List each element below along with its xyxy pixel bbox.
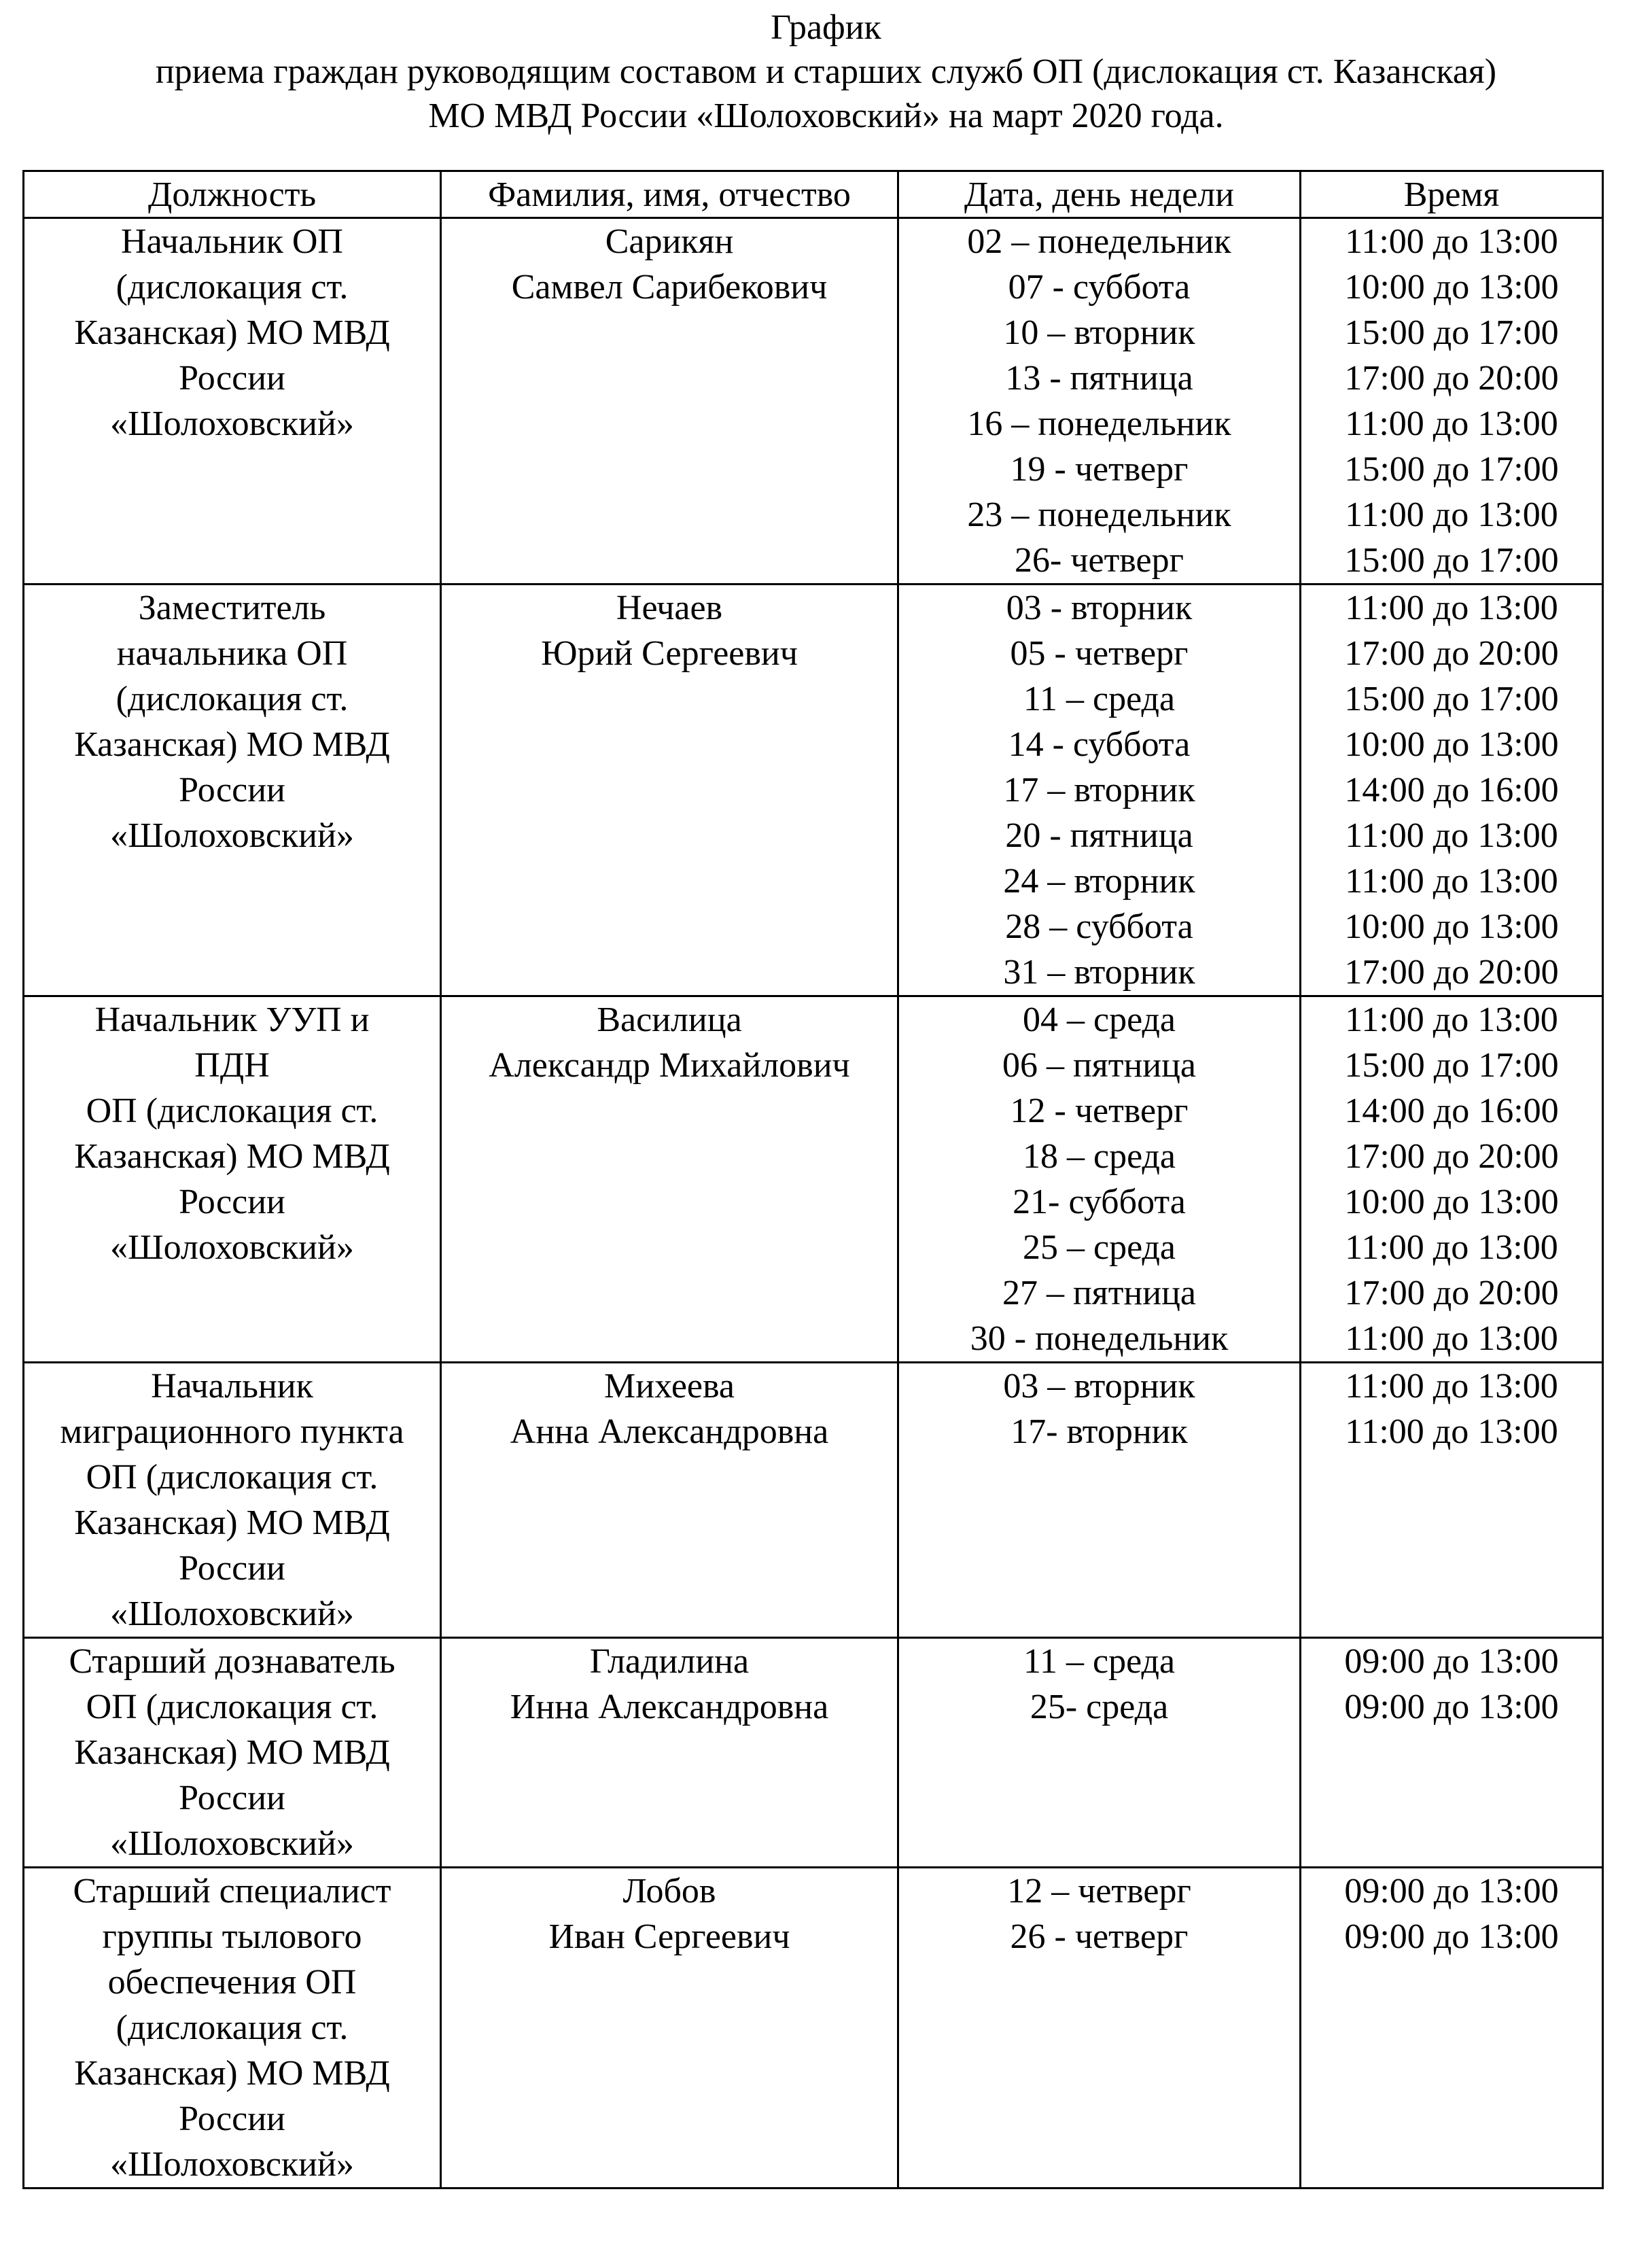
name-cell (441, 1868, 898, 2189)
date-cell (898, 1638, 1301, 1868)
position-line: Начальник ОП (121, 222, 343, 261)
position-line: (дислокация ст. (116, 2008, 349, 2047)
column-header-date: Дата, день недели (898, 171, 1301, 218)
time-line: 11:00 до 13:00 (1345, 222, 1558, 261)
date-line: 03 - вторник (1006, 589, 1193, 627)
table-row (24, 218, 1603, 585)
time-cell (1301, 1363, 1603, 1638)
name-line: Михеева (604, 1367, 735, 1406)
date-line: 17 – вторник (1003, 771, 1195, 809)
date-line: 26 - четверг (1010, 1917, 1189, 1956)
position-line: ОП (дислокация ст. (86, 1688, 379, 1726)
position-line: России (179, 771, 285, 809)
time-cell (1301, 585, 1603, 996)
date-line: 14 - суббота (1008, 725, 1191, 764)
date-cell (898, 996, 1301, 1363)
table-row (24, 585, 1603, 996)
date-line: 24 – вторник (1003, 862, 1195, 901)
date-cell (898, 1363, 1301, 1638)
position-line: Казанская) МО МВД (74, 313, 390, 352)
time-line: 17:00 до 20:00 (1344, 359, 1559, 398)
position-line: России (179, 1183, 285, 1221)
position-cell (24, 218, 441, 585)
date-cell (898, 218, 1301, 585)
name-line: Инна Александровна (510, 1688, 829, 1726)
time-cell (1301, 1638, 1603, 1868)
position-line: «Шолоховский» (110, 816, 354, 855)
date-line: 30 - понедельник (970, 1319, 1229, 1358)
table-row (24, 1868, 1603, 2189)
name-line: Нечаев (616, 589, 723, 627)
date-line: 07 - суббота (1008, 268, 1191, 307)
position-line: Начальник УУП и (94, 1000, 370, 1039)
date-line: 23 – понедельник (967, 495, 1231, 534)
time-line: 11:00 до 13:00 (1345, 1000, 1558, 1039)
document-title: График (771, 8, 881, 47)
date-line: 28 – суббота (1005, 907, 1193, 946)
date-line: 02 – понедельник (967, 222, 1231, 261)
position-line: «Шолоховский» (110, 2145, 354, 2184)
position-line: «Шолоховский» (110, 1824, 354, 1863)
position-line: Казанская) МО МВД (74, 1137, 390, 1176)
time-cell (1301, 996, 1603, 1363)
date-line: 21- суббота (1013, 1183, 1186, 1221)
position-line: «Шолоховский» (110, 1228, 354, 1267)
position-line: начальника ОП (116, 634, 348, 673)
date-cell (898, 585, 1301, 996)
time-line: 09:00 до 13:00 (1344, 1688, 1559, 1726)
position-cell (24, 1363, 441, 1638)
name-line: Самвел Сарибекович (511, 268, 828, 307)
time-line: 10:00 до 13:00 (1344, 725, 1559, 764)
position-cell (24, 996, 441, 1363)
time-line: 10:00 до 13:00 (1344, 268, 1559, 307)
time-line: 11:00 до 13:00 (1345, 1319, 1558, 1358)
position-line: миграционного пункта (60, 1412, 404, 1451)
name-line: Гладилина (589, 1642, 750, 1681)
date-line: 18 – среда (1022, 1137, 1176, 1176)
name-line: Сарикян (605, 222, 734, 261)
position-line: Начальник (151, 1367, 313, 1406)
date-line: 26- четверг (1015, 541, 1184, 580)
time-line: 17:00 до 20:00 (1344, 634, 1559, 673)
name-cell (441, 585, 898, 996)
position-line: России (179, 2099, 285, 2138)
date-line: 25- среда (1030, 1688, 1169, 1726)
name-cell (441, 218, 898, 585)
date-line: 27 – пятница (1002, 1274, 1197, 1312)
position-line: Старший дознаватель (69, 1642, 396, 1681)
position-line: России (179, 1779, 285, 1817)
time-line: 11:00 до 13:00 (1345, 404, 1558, 443)
name-line: Иван Сергеевич (548, 1917, 790, 1956)
name-cell (441, 996, 898, 1363)
position-line: (дислокация ст. (116, 268, 349, 307)
time-line: 09:00 до 13:00 (1344, 1917, 1559, 1956)
position-cell (24, 1638, 441, 1868)
time-line: 11:00 до 13:00 (1345, 862, 1558, 901)
date-line: 17- вторник (1010, 1412, 1188, 1451)
time-line: 14:00 до 16:00 (1344, 1092, 1559, 1130)
name-line: Анна Александровна (510, 1412, 829, 1451)
time-line: 09:00 до 13:00 (1344, 1872, 1559, 1911)
position-line: «Шолоховский» (110, 404, 354, 443)
date-cell (898, 1868, 1301, 2189)
date-line: 13 - пятница (1005, 359, 1193, 398)
time-cell (1301, 1868, 1603, 2189)
table-body (24, 218, 1603, 2189)
column-header-time: Время (1301, 171, 1603, 218)
name-line: Александр Михайлович (489, 1046, 850, 1085)
time-line: 14:00 до 16:00 (1344, 771, 1559, 809)
document-subtitle-line-1: приема граждан руководящим составом и старших служб ОП (дислокация ст. Казанская) (155, 52, 1497, 91)
date-line: 12 - четверг (1010, 1092, 1189, 1130)
position-line: «Шолоховский» (110, 1594, 354, 1633)
time-line: 11:00 до 13:00 (1345, 495, 1558, 534)
date-line: 31 – вторник (1003, 953, 1195, 992)
date-line: 12 – четверг (1007, 1872, 1191, 1911)
date-line: 11 – среда (1023, 680, 1176, 718)
column-header-position: Должность (24, 171, 441, 218)
position-line: Казанская) МО МВД (74, 1733, 390, 1772)
position-cell (24, 1868, 441, 2189)
name-line: Лобов (622, 1872, 716, 1911)
position-line: обеспечения ОП (107, 1963, 357, 2002)
time-line: 09:00 до 13:00 (1344, 1642, 1559, 1681)
position-line: России (179, 359, 285, 398)
table-row (24, 1363, 1603, 1638)
position-cell (24, 585, 441, 996)
time-line: 15:00 до 17:00 (1344, 680, 1559, 718)
time-line: 11:00 до 13:00 (1345, 1228, 1558, 1267)
position-line: Казанская) МО МВД (74, 1503, 390, 1542)
position-line: ОП (дислокация ст. (86, 1458, 379, 1497)
table-row (24, 996, 1603, 1363)
name-cell (441, 1638, 898, 1868)
document-subtitle-line-2: МО МВД России «Шолоховский» на март 2020 года. (428, 97, 1224, 135)
position-line: ПДН (194, 1046, 270, 1085)
table-row (24, 1638, 1603, 1868)
date-line: 10 – вторник (1003, 313, 1195, 352)
time-line: 11:00 до 13:00 (1345, 1367, 1558, 1406)
position-line: Старший специалист (73, 1872, 391, 1911)
position-line: Казанская) МО МВД (74, 725, 390, 764)
time-line: 15:00 до 17:00 (1344, 541, 1559, 580)
position-line: России (179, 1549, 285, 1588)
position-line: (дислокация ст. (116, 680, 349, 718)
time-line: 15:00 до 17:00 (1344, 313, 1559, 352)
position-line: Заместитель (138, 589, 326, 627)
time-line: 11:00 до 13:00 (1345, 589, 1558, 627)
time-cell (1301, 218, 1603, 585)
column-header-name: Фамилия, имя, отчество (441, 171, 898, 218)
date-line: 25 – среда (1022, 1228, 1176, 1267)
position-line: Казанская) МО МВД (74, 2054, 390, 2093)
name-cell (441, 1363, 898, 1638)
date-line: 11 – среда (1023, 1642, 1176, 1681)
date-line: 20 - пятница (1005, 816, 1193, 855)
time-line: 15:00 до 17:00 (1344, 450, 1559, 489)
time-line: 11:00 до 13:00 (1345, 1412, 1558, 1451)
date-line: 19 - четверг (1010, 450, 1189, 489)
time-line: 17:00 до 20:00 (1344, 953, 1559, 992)
date-line: 03 – вторник (1003, 1367, 1195, 1406)
date-line: 06 – пятница (1002, 1046, 1197, 1085)
name-line: Василица (597, 1000, 742, 1039)
position-line: ОП (дислокация ст. (86, 1092, 379, 1130)
reception-schedule-table (22, 170, 1604, 2189)
time-line: 11:00 до 13:00 (1345, 816, 1558, 855)
date-line: 05 - четверг (1010, 634, 1189, 673)
time-line: 17:00 до 20:00 (1344, 1137, 1559, 1176)
date-line: 16 – понедельник (967, 404, 1231, 443)
time-line: 17:00 до 20:00 (1344, 1274, 1559, 1312)
position-line: группы тылового (102, 1917, 362, 1956)
name-line: Юрий Сергеевич (541, 634, 798, 673)
time-line: 10:00 до 13:00 (1344, 907, 1559, 946)
table-header-row (24, 171, 1603, 218)
document-header (0, 5, 1652, 138)
date-line: 04 – среда (1022, 1000, 1176, 1039)
time-line: 10:00 до 13:00 (1344, 1183, 1559, 1221)
time-line: 15:00 до 17:00 (1344, 1046, 1559, 1085)
